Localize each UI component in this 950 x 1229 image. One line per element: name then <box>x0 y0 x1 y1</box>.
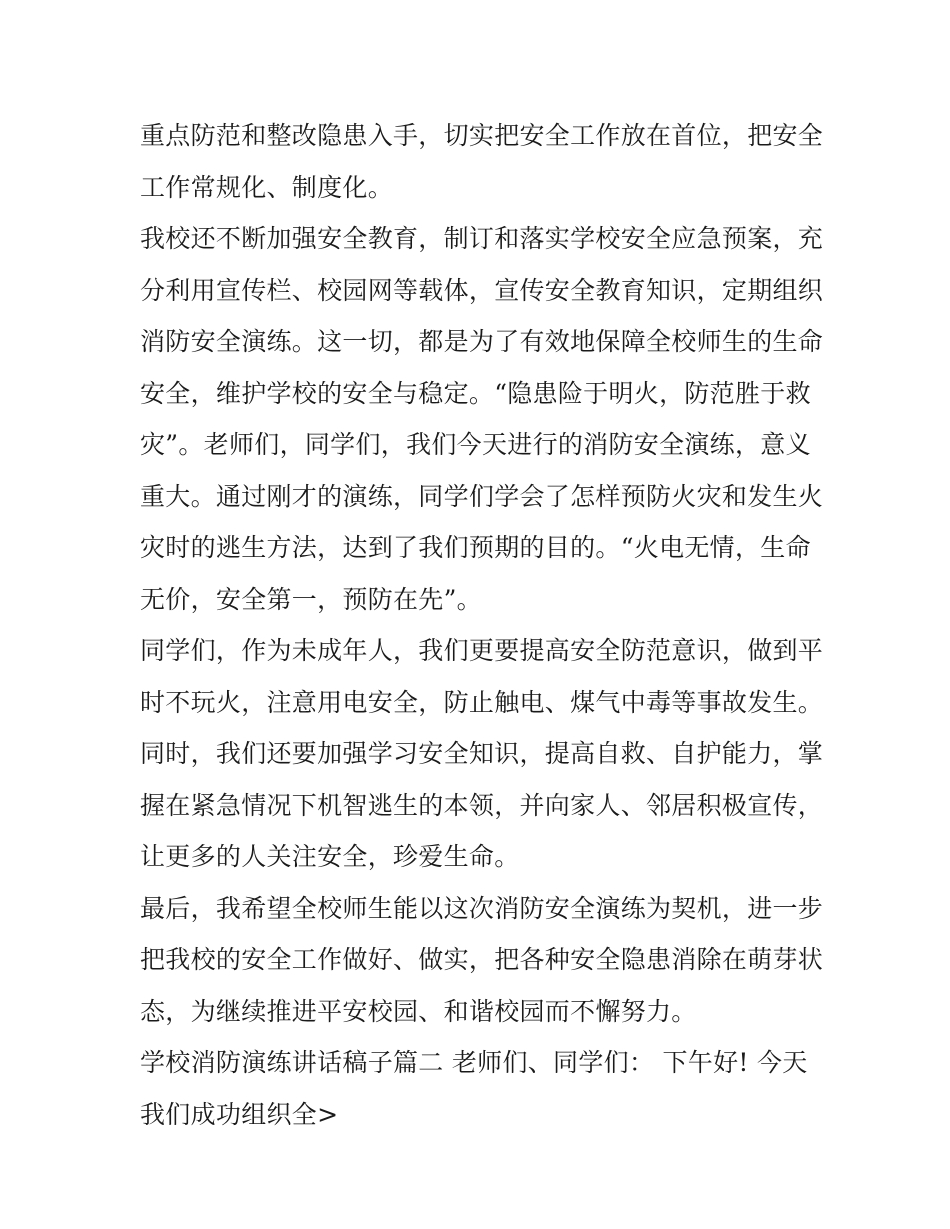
text-line: 工作常规化、制度化。 <box>140 172 394 202</box>
document-body <box>140 110 830 1140</box>
text-line: 时不玩火，注意用电安全，防止触电、煤气中毒等事故发生。 <box>140 687 824 717</box>
text-line: 我校还不断加强安全教育，制订和落实学校安全应急预案，充 <box>140 224 824 253</box>
paragraph-3 <box>140 625 830 883</box>
text-line: 同学们，作为未成年人，我们更要提高安全防范意识，做到平 <box>140 636 824 665</box>
text-line: 消防安全演练。这一切，都是为了有效地保障全校师生的生命 <box>140 327 824 356</box>
text-line: 同时，我们还要加强学习安全知识，提高自救、自护能力，掌 <box>140 739 824 768</box>
text-line: 让更多的人关注安全，珍爱生命。 <box>140 842 520 871</box>
text-line: 学校消防演练讲话稿子篇二 老师们、同学们： 下午好! 今天 <box>140 1048 808 1077</box>
text-line: 分利用宣传栏、校园网等载体，宣传安全教育知识，定期组织 <box>140 275 824 305</box>
text-line: 最后，我希望全校师生能以这次消防安全演练为契机，进一步 <box>140 893 824 923</box>
text-line: 态，为继续推进平安校园、和谐校园而不懈努力。 <box>140 996 697 1026</box>
paragraph-2 <box>140 213 830 625</box>
text-line: 无价，安全第一，预防在先”。 <box>140 584 482 614</box>
text-line: 灾”。老师们，同学们，我们今天进行的消防安全演练，意义 <box>140 430 811 459</box>
paragraph-1 <box>140 110 830 213</box>
text-line: 我们成功组织全> <box>140 1099 339 1129</box>
text-line: 把我校的安全工作做好、做实，把各种安全隐患消除在萌芽状 <box>140 945 824 974</box>
text-line: 握在紧急情况下机智逃生的本领，并向家人、邻居积极宣传， <box>140 790 824 820</box>
text-line: 重大。通过刚才的演练，同学们学会了怎样预防火灾和发生火 <box>140 481 824 511</box>
text-line: 安全，维护学校的安全与稳定。“隐患险于明火，防范胜于救 <box>140 378 811 408</box>
text-line: 灾时的逃生方法，达到了我们预期的目的。“火电无情，生命 <box>140 533 811 562</box>
paragraph-5 <box>140 1037 830 1140</box>
paragraph-4 <box>140 883 830 1038</box>
text-line: 重点防范和整改隐患入手，切实把安全工作放在首位，把安全 <box>140 121 824 150</box>
